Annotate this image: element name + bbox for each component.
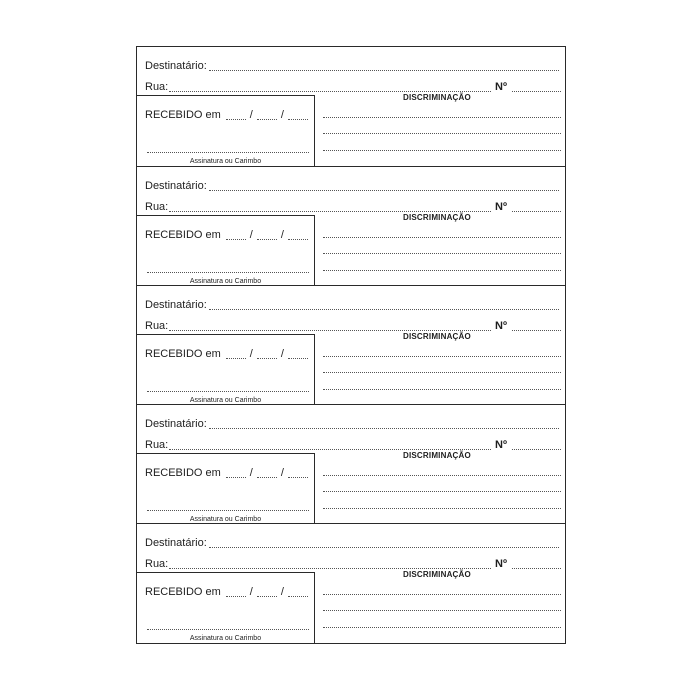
date-separator: / [249, 348, 253, 360]
recipient-row [145, 538, 559, 549]
received-label: RECEBIDO em [145, 229, 221, 241]
description-line[interactable] [323, 389, 561, 390]
number-label: Nº [495, 320, 507, 332]
description-line[interactable] [323, 475, 561, 476]
received-box [137, 95, 315, 166]
signature-line[interactable] [147, 152, 309, 153]
street-label: Rua: [145, 320, 169, 332]
year-field[interactable] [288, 596, 308, 597]
street-field[interactable] [169, 568, 491, 569]
description-line[interactable] [323, 610, 561, 611]
recipient-row [145, 419, 559, 430]
street-row [145, 202, 491, 213]
description-line[interactable] [323, 150, 561, 151]
received-box [137, 572, 315, 643]
description-line[interactable] [323, 372, 561, 373]
signature-caption: Assinatura ou Carimbo [189, 158, 262, 165]
receipt-sheet [136, 46, 566, 644]
date-separator: / [280, 229, 284, 241]
street-field[interactable] [169, 91, 491, 92]
recipient-field[interactable] [209, 309, 559, 310]
street-field[interactable] [169, 449, 491, 450]
recipient-row [145, 181, 559, 192]
description-title: DISCRIMINAÇÃO [403, 93, 471, 102]
receipt-slip-2 [137, 166, 565, 287]
number-field[interactable] [512, 330, 561, 331]
recipient-label: Destinatário: [145, 60, 207, 72]
received-date-row [145, 230, 310, 241]
number-field[interactable] [512, 568, 561, 569]
street-label: Rua: [145, 558, 169, 570]
street-row [145, 321, 491, 332]
date-separator: / [249, 586, 253, 598]
year-field[interactable] [288, 239, 308, 240]
day-field[interactable] [226, 119, 246, 120]
date-separator: / [280, 467, 284, 479]
receipt-slip-5 [137, 523, 565, 644]
recipient-row [145, 300, 559, 311]
description-line[interactable] [323, 237, 561, 238]
recipient-label: Destinatário: [145, 180, 207, 192]
description-line[interactable] [323, 627, 561, 628]
received-label: RECEBIDO em [145, 348, 221, 360]
signature-caption: Assinatura ou Carimbo [189, 516, 262, 523]
description-title: DISCRIMINAÇÃO [403, 213, 471, 222]
signature-line[interactable] [147, 510, 309, 511]
description-line[interactable] [323, 356, 561, 357]
date-separator: / [280, 109, 284, 121]
signature-caption: Assinatura ou Carimbo [189, 635, 262, 642]
received-date-row [145, 587, 310, 598]
recipient-field[interactable] [209, 547, 559, 548]
received-date-row [145, 468, 310, 479]
street-row [145, 559, 491, 570]
number-field[interactable] [512, 91, 561, 92]
description-line[interactable] [323, 594, 561, 595]
year-field[interactable] [288, 119, 308, 120]
street-row [145, 440, 491, 451]
month-field[interactable] [257, 239, 277, 240]
recipient-label: Destinatário: [145, 537, 207, 549]
description-title: DISCRIMINAÇÃO [403, 332, 471, 341]
signature-caption: Assinatura ou Carimbo [189, 397, 262, 404]
received-date-row [145, 349, 310, 360]
description-line[interactable] [323, 270, 561, 271]
month-field[interactable] [257, 477, 277, 478]
street-label: Rua: [145, 439, 169, 451]
received-box [137, 453, 315, 524]
street-field[interactable] [169, 330, 491, 331]
date-separator: / [280, 348, 284, 360]
year-field[interactable] [288, 477, 308, 478]
street-row [145, 82, 491, 93]
number-label: Nº [495, 201, 507, 213]
signature-caption: Assinatura ou Carimbo [189, 278, 262, 285]
street-label: Rua: [145, 201, 169, 213]
recipient-label: Destinatário: [145, 418, 207, 430]
street-label: Rua: [145, 81, 169, 93]
signature-line[interactable] [147, 629, 309, 630]
street-field[interactable] [169, 211, 491, 212]
received-label: RECEBIDO em [145, 467, 221, 479]
received-date-row [145, 110, 310, 121]
number-field[interactable] [512, 211, 561, 212]
date-separator: / [249, 229, 253, 241]
recipient-field[interactable] [209, 70, 559, 71]
day-field[interactable] [226, 358, 246, 359]
number-field[interactable] [512, 449, 561, 450]
description-line[interactable] [323, 508, 561, 509]
description-line[interactable] [323, 491, 561, 492]
receipt-slip-1 [137, 47, 565, 167]
signature-line[interactable] [147, 272, 309, 273]
received-box [137, 215, 315, 286]
description-title: DISCRIMINAÇÃO [403, 570, 471, 579]
date-separator: / [249, 467, 253, 479]
number-label: Nº [495, 81, 507, 93]
received-label: RECEBIDO em [145, 586, 221, 598]
day-field[interactable] [226, 239, 246, 240]
receipt-slip-4 [137, 404, 565, 525]
received-label: RECEBIDO em [145, 109, 221, 121]
recipient-label: Destinatário: [145, 299, 207, 311]
signature-line[interactable] [147, 391, 309, 392]
number-label: Nº [495, 558, 507, 570]
recipient-field[interactable] [209, 190, 559, 191]
month-field[interactable] [257, 119, 277, 120]
date-separator: / [249, 109, 253, 121]
description-line[interactable] [323, 133, 561, 134]
description-title: DISCRIMINAÇÃO [403, 451, 471, 460]
description-line[interactable] [323, 117, 561, 118]
date-separator: / [280, 586, 284, 598]
recipient-field[interactable] [209, 428, 559, 429]
recipient-row [145, 61, 559, 72]
description-line[interactable] [323, 253, 561, 254]
receipt-slip-3 [137, 285, 565, 406]
day-field[interactable] [226, 596, 246, 597]
number-label: Nº [495, 439, 507, 451]
day-field[interactable] [226, 477, 246, 478]
received-box [137, 334, 315, 405]
year-field[interactable] [288, 358, 308, 359]
month-field[interactable] [257, 596, 277, 597]
month-field[interactable] [257, 358, 277, 359]
